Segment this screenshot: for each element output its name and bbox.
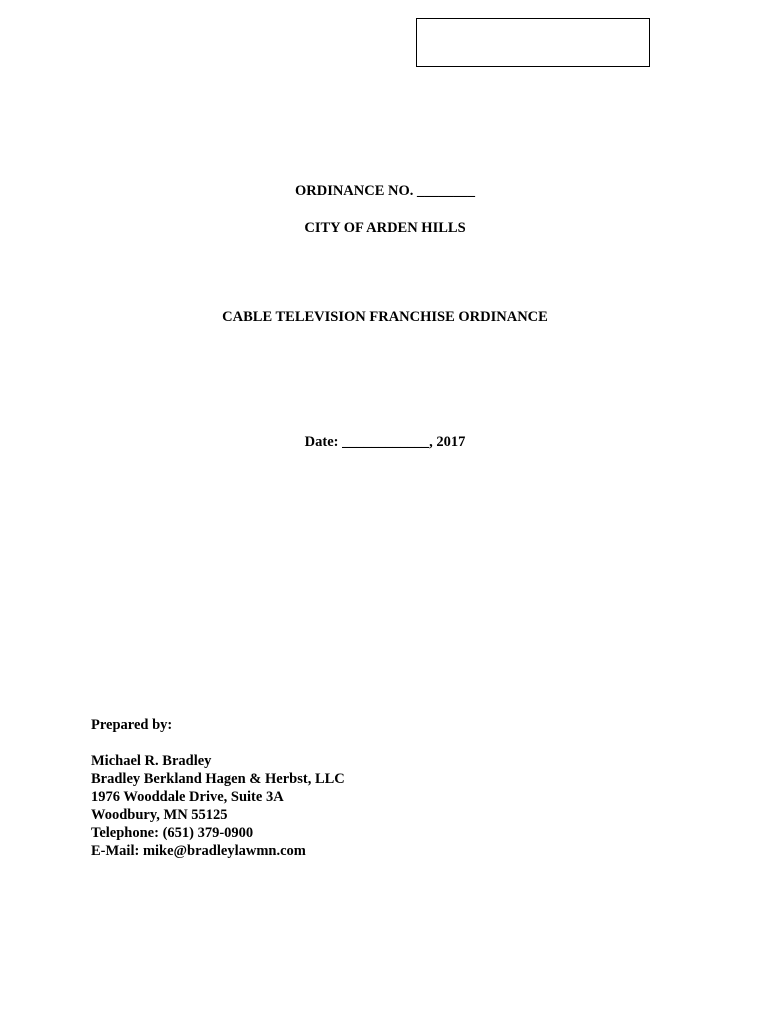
- prepared-by-block: [91, 716, 345, 860]
- document-date-line: Date: ____________, 2017: [304, 434, 466, 450]
- preparer-name: Michael R. Bradley: [91, 753, 212, 769]
- ordinance-number-line: ORDINANCE NO. ________: [294, 183, 476, 199]
- city-name: CITY OF ARDEN HILLS: [304, 220, 466, 236]
- document-title: CABLE TELEVISION FRANCHISE ORDINANCE: [222, 309, 548, 325]
- preparer-firm: Bradley Berkland Hagen & Herbst, LLC: [91, 771, 345, 787]
- preparer-city-state-zip: Woodbury, MN 55125: [91, 807, 228, 823]
- preparer-telephone: Telephone: (651) 379-0900: [91, 825, 254, 841]
- prepared-by-heading: Prepared by:: [91, 717, 173, 733]
- recording-stamp-box: [416, 18, 650, 67]
- preparer-email: E-Mail: mike@bradleylawmn.com: [91, 843, 306, 859]
- preparer-street-address: 1976 Wooddale Drive, Suite 3A: [91, 789, 284, 805]
